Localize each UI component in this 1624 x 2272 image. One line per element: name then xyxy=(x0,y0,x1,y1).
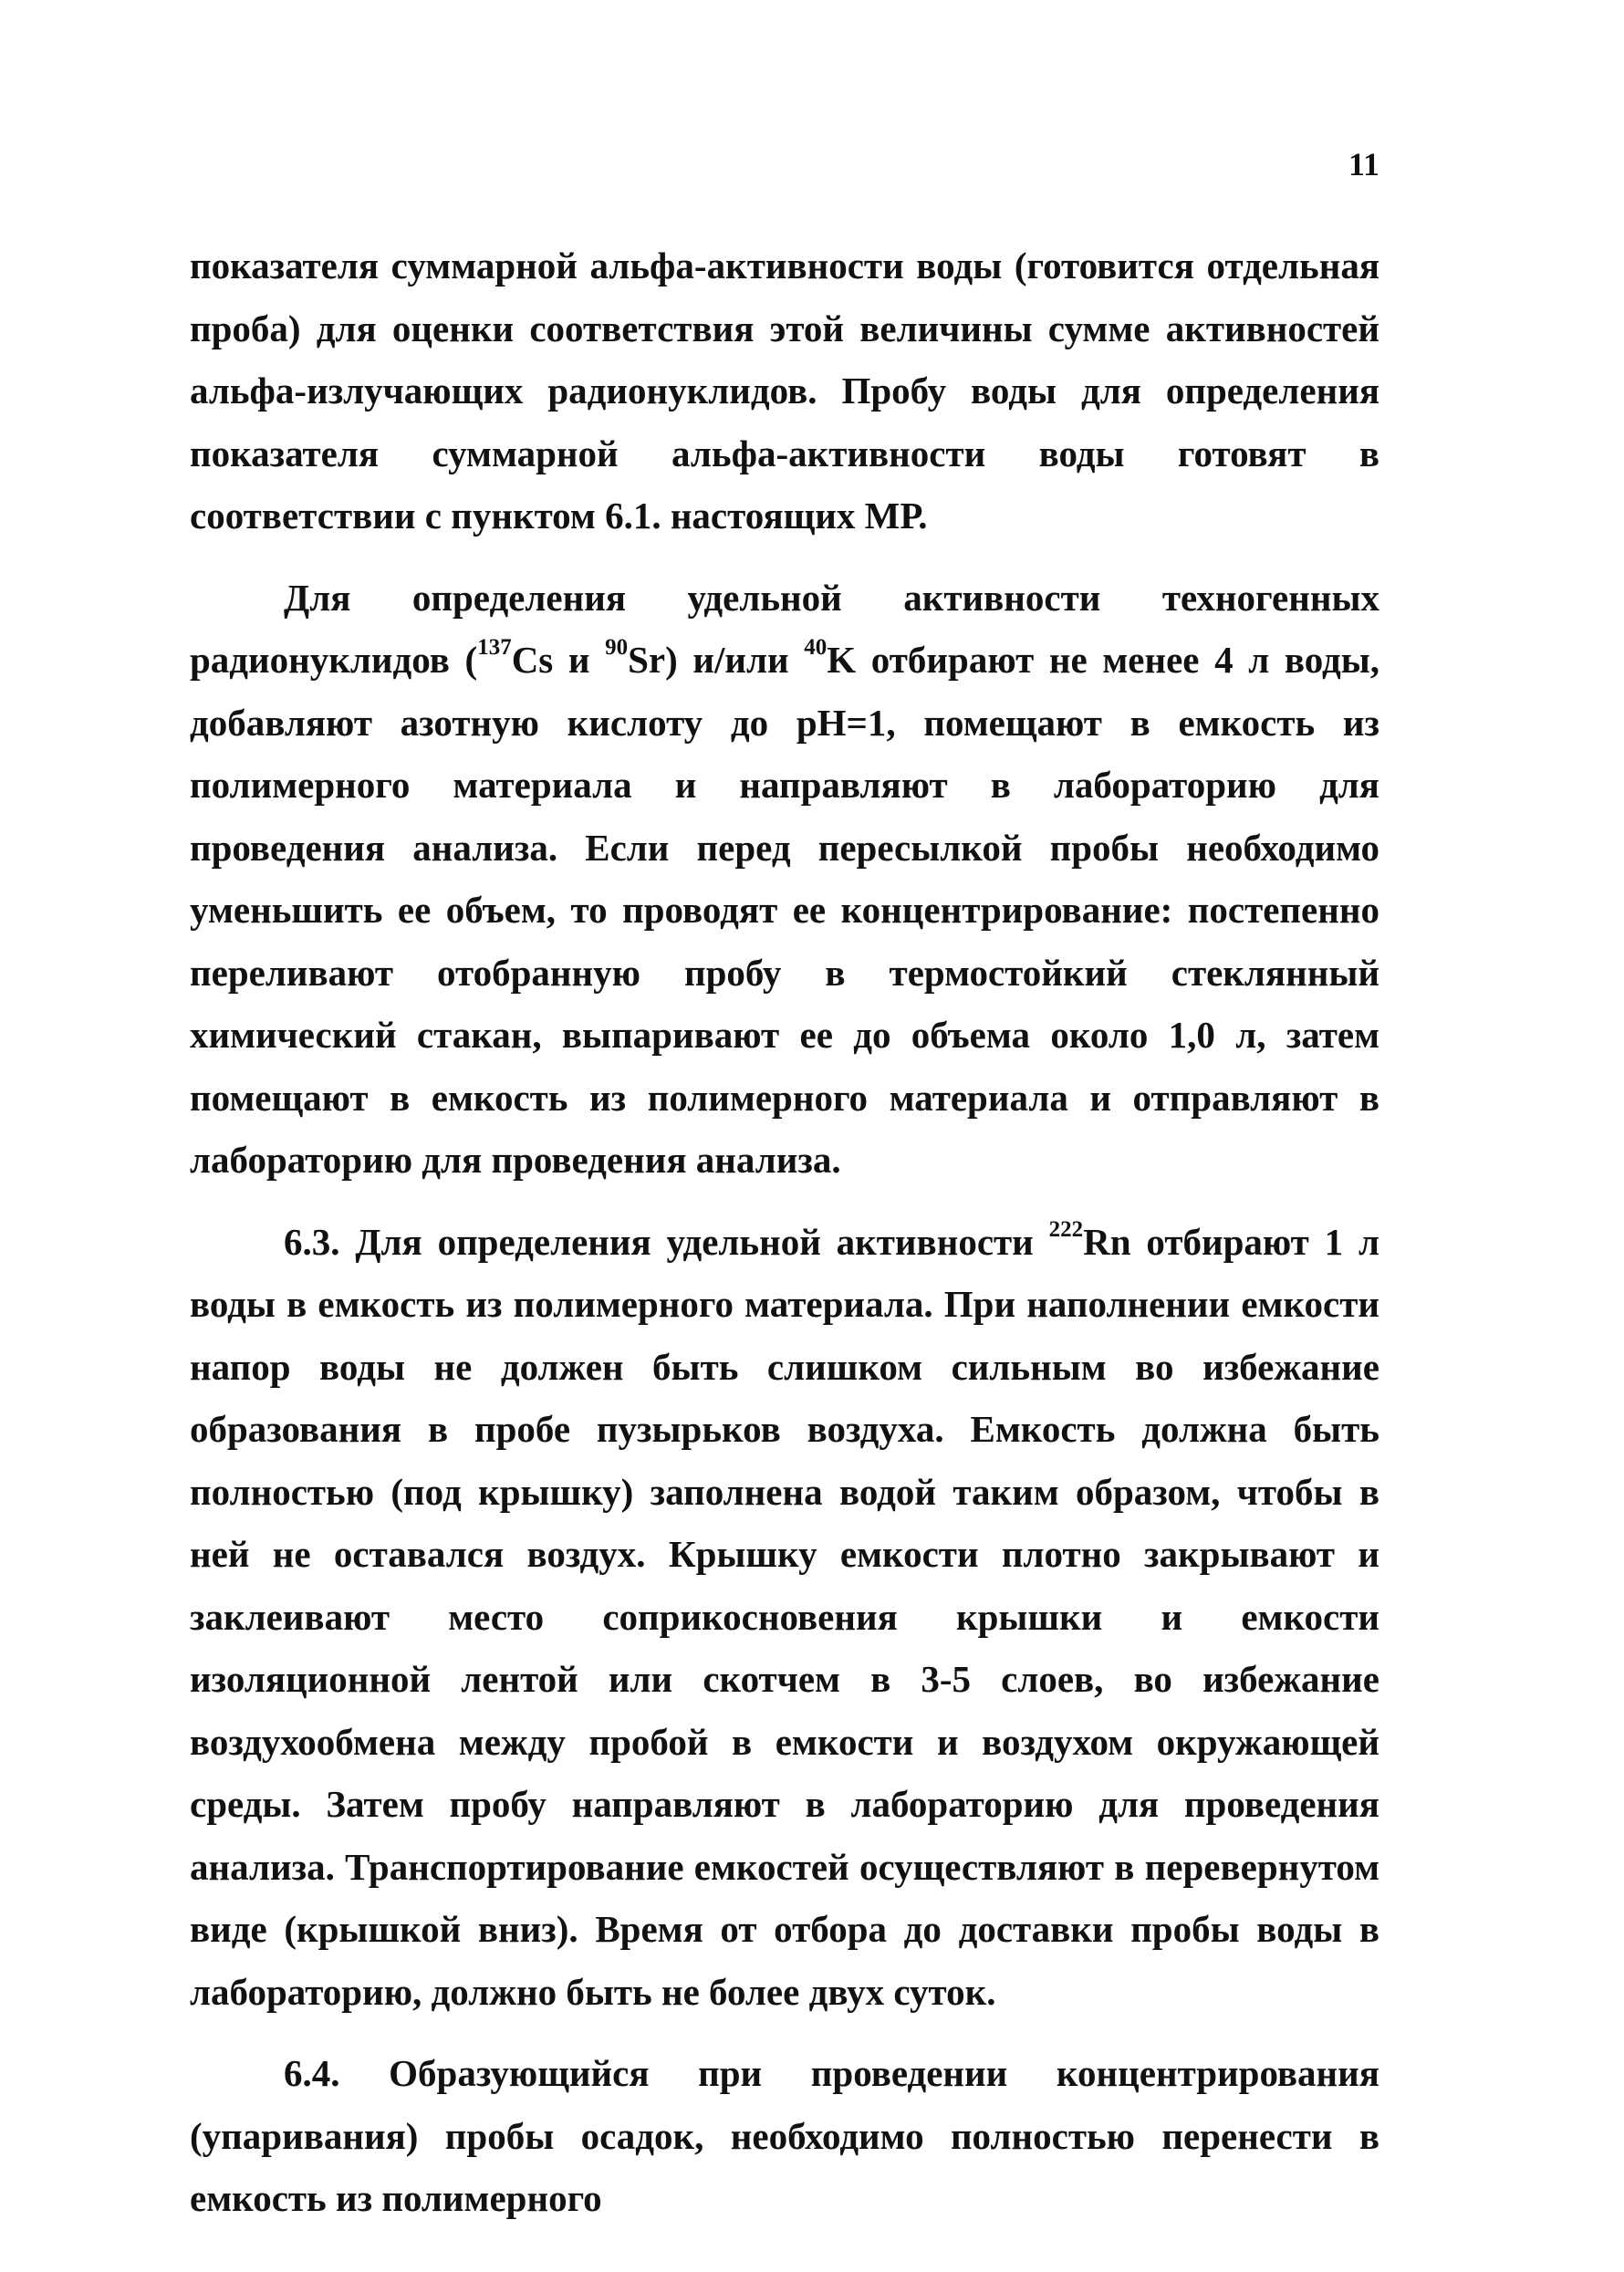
isotope-mass-number: 90 xyxy=(605,635,629,661)
paragraph-section-6-3 xyxy=(190,1211,1379,2024)
paragraph-text: K отбирают не менее 4 л воды, добавляют азотную кислоту до pH=1, помещают в емкость из полимерного материала и направляют в лабораторию для проведения анализа. Если перед пересылкой пробы необходимо уменьшить ее объем, то проводят ее концентрирование: постепенно переливают отобранную пробу в термостойкий стеклянный химический стакан, выпаривают ее до объема около 1,0 л, затем помещают в емкость из полимерного материала и отправляют в лабораторию для проведения анализа. xyxy=(190,639,1380,1181)
isotope-mass-number: 222 xyxy=(1048,1216,1084,1242)
paragraph-alpha-activity: показателя суммарной альфа-активности воды (готовится отдельная проба) для оценки соответствия этой величины сумме активностей альфа-излучающих радионуклидов. Пробу воды для определения показателя суммарной альфа-активности воды готовят в соответствии с пунктом 6.1. настоящих МР. xyxy=(190,245,1379,537)
paragraph-text: Cs и xyxy=(511,639,606,681)
paragraph-technogenic-radionuclides xyxy=(190,567,1379,1192)
isotope-mass-number: 40 xyxy=(804,635,828,661)
page-number: 11 xyxy=(1348,146,1379,182)
paragraph-text: Sr) и/или xyxy=(628,639,805,681)
paragraph-section-6-4: 6.4. Образующийся при проведении концентрирования (упаривания) пробы осадок, необходимо полностью перенести в емкость из полимерного xyxy=(190,2052,1379,2219)
paragraph-text: Rn отбирают 1 л воды в емкость из полимерного материала. При наполнении емкости напор воды не должен быть слишком сильным во избежание образования в пробе пузырьков воздуха. Емкость должна быть полностью (под крышку) заполнена водой таким образом, чтобы в ней не оставался воздух. Крышку емкости плотно закрывают и заклеивают место соприкосновения крышки и емкости изоляционной лентой или скотчем в 3-5 слоев, во избежание воздухообмена между пробой в емкости и воздухом окружающей среды. Затем пробу направляют в лабораторию для проведения анализа. Транспортирование емкостей осуществляют в перевернутом виде (крышкой вниз). Время от отбора до доставки пробы воды в лабораторию, должно быть не более двух суток. xyxy=(190,1220,1380,2013)
isotope-mass-number: 137 xyxy=(477,635,512,661)
document-body xyxy=(190,234,1379,2230)
paragraph-text: 6.3. Для определения удельной активности xyxy=(284,1220,1049,1263)
paragraph-text: Для определения удельной активности техногенных радионуклидов ( xyxy=(190,576,1379,681)
